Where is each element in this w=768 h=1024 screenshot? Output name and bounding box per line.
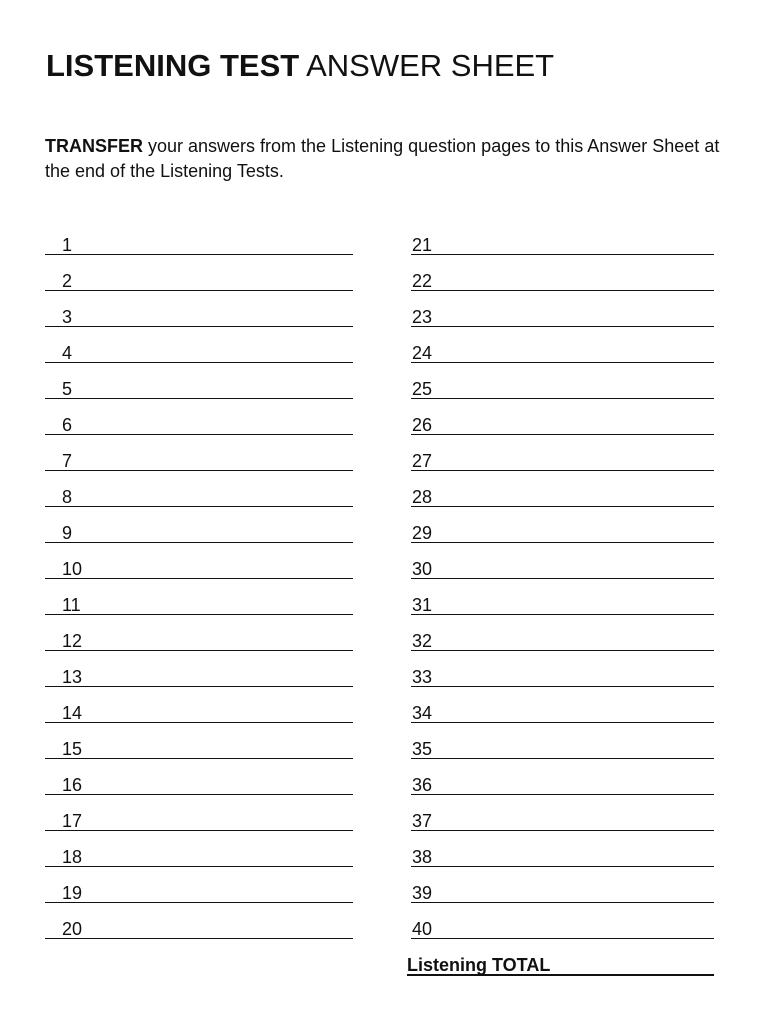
answer-line[interactable]	[45, 880, 353, 903]
answer-line[interactable]	[411, 700, 714, 723]
answer-line[interactable]	[411, 376, 714, 399]
answer-number: 3	[62, 307, 73, 327]
answer-line[interactable]	[411, 268, 714, 291]
answer-line[interactable]	[45, 916, 353, 939]
answer-line[interactable]	[411, 628, 714, 651]
answer-line[interactable]	[411, 484, 714, 507]
answer-line[interactable]	[411, 664, 714, 687]
answer-number: 17	[62, 811, 83, 831]
answer-number: 4	[62, 343, 73, 363]
answer-number: 34	[412, 703, 433, 723]
answer-number: 29	[412, 523, 433, 543]
answer-line[interactable]	[45, 628, 353, 651]
title-bold: LISTENING TEST	[46, 48, 300, 83]
answer-number: 18	[62, 847, 83, 867]
answer-line[interactable]	[411, 772, 714, 795]
answer-number: 35	[412, 739, 433, 759]
answer-number: 2	[62, 271, 73, 291]
answer-number: 10	[62, 559, 83, 579]
answer-number: 19	[62, 883, 83, 903]
answer-number: 31	[412, 595, 433, 615]
answer-number: 5	[62, 379, 73, 399]
answer-number: 11	[62, 595, 81, 615]
instructions-text: your answers from the Listening question pages to this Answer Sheet at the end of the Listening Tests.	[45, 136, 720, 181]
answer-line[interactable]	[411, 412, 714, 435]
answer-line[interactable]	[45, 592, 353, 615]
answer-line[interactable]	[45, 268, 353, 291]
answer-number: 33	[412, 667, 433, 687]
answer-line[interactable]	[411, 448, 714, 471]
listening-total-label: Listening TOTAL	[407, 955, 551, 975]
answer-number: 32	[412, 631, 433, 651]
answer-line[interactable]	[411, 808, 714, 831]
answer-line[interactable]	[45, 520, 353, 543]
answer-number: 22	[412, 271, 433, 291]
answer-line[interactable]	[45, 556, 353, 579]
answer-line[interactable]	[45, 232, 353, 255]
answer-number: 30	[412, 559, 433, 579]
answer-number: 1	[62, 235, 73, 255]
listening-total-field[interactable]	[407, 952, 714, 976]
answer-column-left	[45, 232, 353, 952]
answer-line[interactable]	[411, 556, 714, 579]
instructions-lead: TRANSFER	[45, 136, 143, 156]
answer-number: 21	[412, 235, 433, 255]
answer-line[interactable]	[45, 772, 353, 795]
answer-line[interactable]	[45, 376, 353, 399]
answer-line[interactable]	[411, 304, 714, 327]
answer-number: 14	[62, 703, 83, 723]
answer-line[interactable]	[45, 844, 353, 867]
answer-number: 16	[62, 775, 83, 795]
answer-number: 12	[62, 631, 83, 651]
answer-line[interactable]	[45, 808, 353, 831]
answer-number: 39	[412, 883, 433, 903]
answer-number: 7	[62, 451, 73, 471]
answer-number: 20	[62, 919, 83, 939]
answer-number: 40	[412, 919, 433, 939]
answer-number: 36	[412, 775, 433, 795]
answer-number: 9	[62, 523, 73, 543]
answer-line[interactable]	[45, 700, 353, 723]
answer-number: 15	[62, 739, 83, 759]
answer-number: 27	[412, 451, 433, 471]
answer-line[interactable]	[411, 844, 714, 867]
answer-line[interactable]	[45, 448, 353, 471]
answer-column-right	[411, 232, 714, 952]
answer-line[interactable]	[411, 880, 714, 903]
answer-number: 28	[412, 487, 433, 507]
answer-line[interactable]	[411, 592, 714, 615]
answer-number: 23	[412, 307, 433, 327]
answer-number: 25	[412, 379, 433, 399]
answer-line[interactable]	[411, 340, 714, 363]
answer-line[interactable]	[411, 520, 714, 543]
title-regular: ANSWER SHEET	[299, 48, 555, 83]
answer-line[interactable]	[45, 664, 353, 687]
answer-line[interactable]	[411, 916, 714, 939]
answer-line[interactable]	[45, 412, 353, 435]
answer-line[interactable]	[45, 484, 353, 507]
answer-number: 26	[412, 415, 433, 435]
answer-line[interactable]	[45, 304, 353, 327]
answer-number: 8	[62, 487, 73, 507]
answer-number: 38	[412, 847, 433, 867]
answer-number: 13	[62, 667, 83, 687]
answer-number: 24	[412, 343, 433, 363]
answer-line[interactable]	[45, 736, 353, 759]
answer-line[interactable]	[411, 232, 714, 255]
answer-number: 37	[412, 811, 433, 831]
instructions	[45, 134, 735, 184]
page-title	[46, 48, 554, 84]
answer-line[interactable]	[411, 736, 714, 759]
answer-number: 6	[62, 415, 73, 435]
answer-line[interactable]	[45, 340, 353, 363]
